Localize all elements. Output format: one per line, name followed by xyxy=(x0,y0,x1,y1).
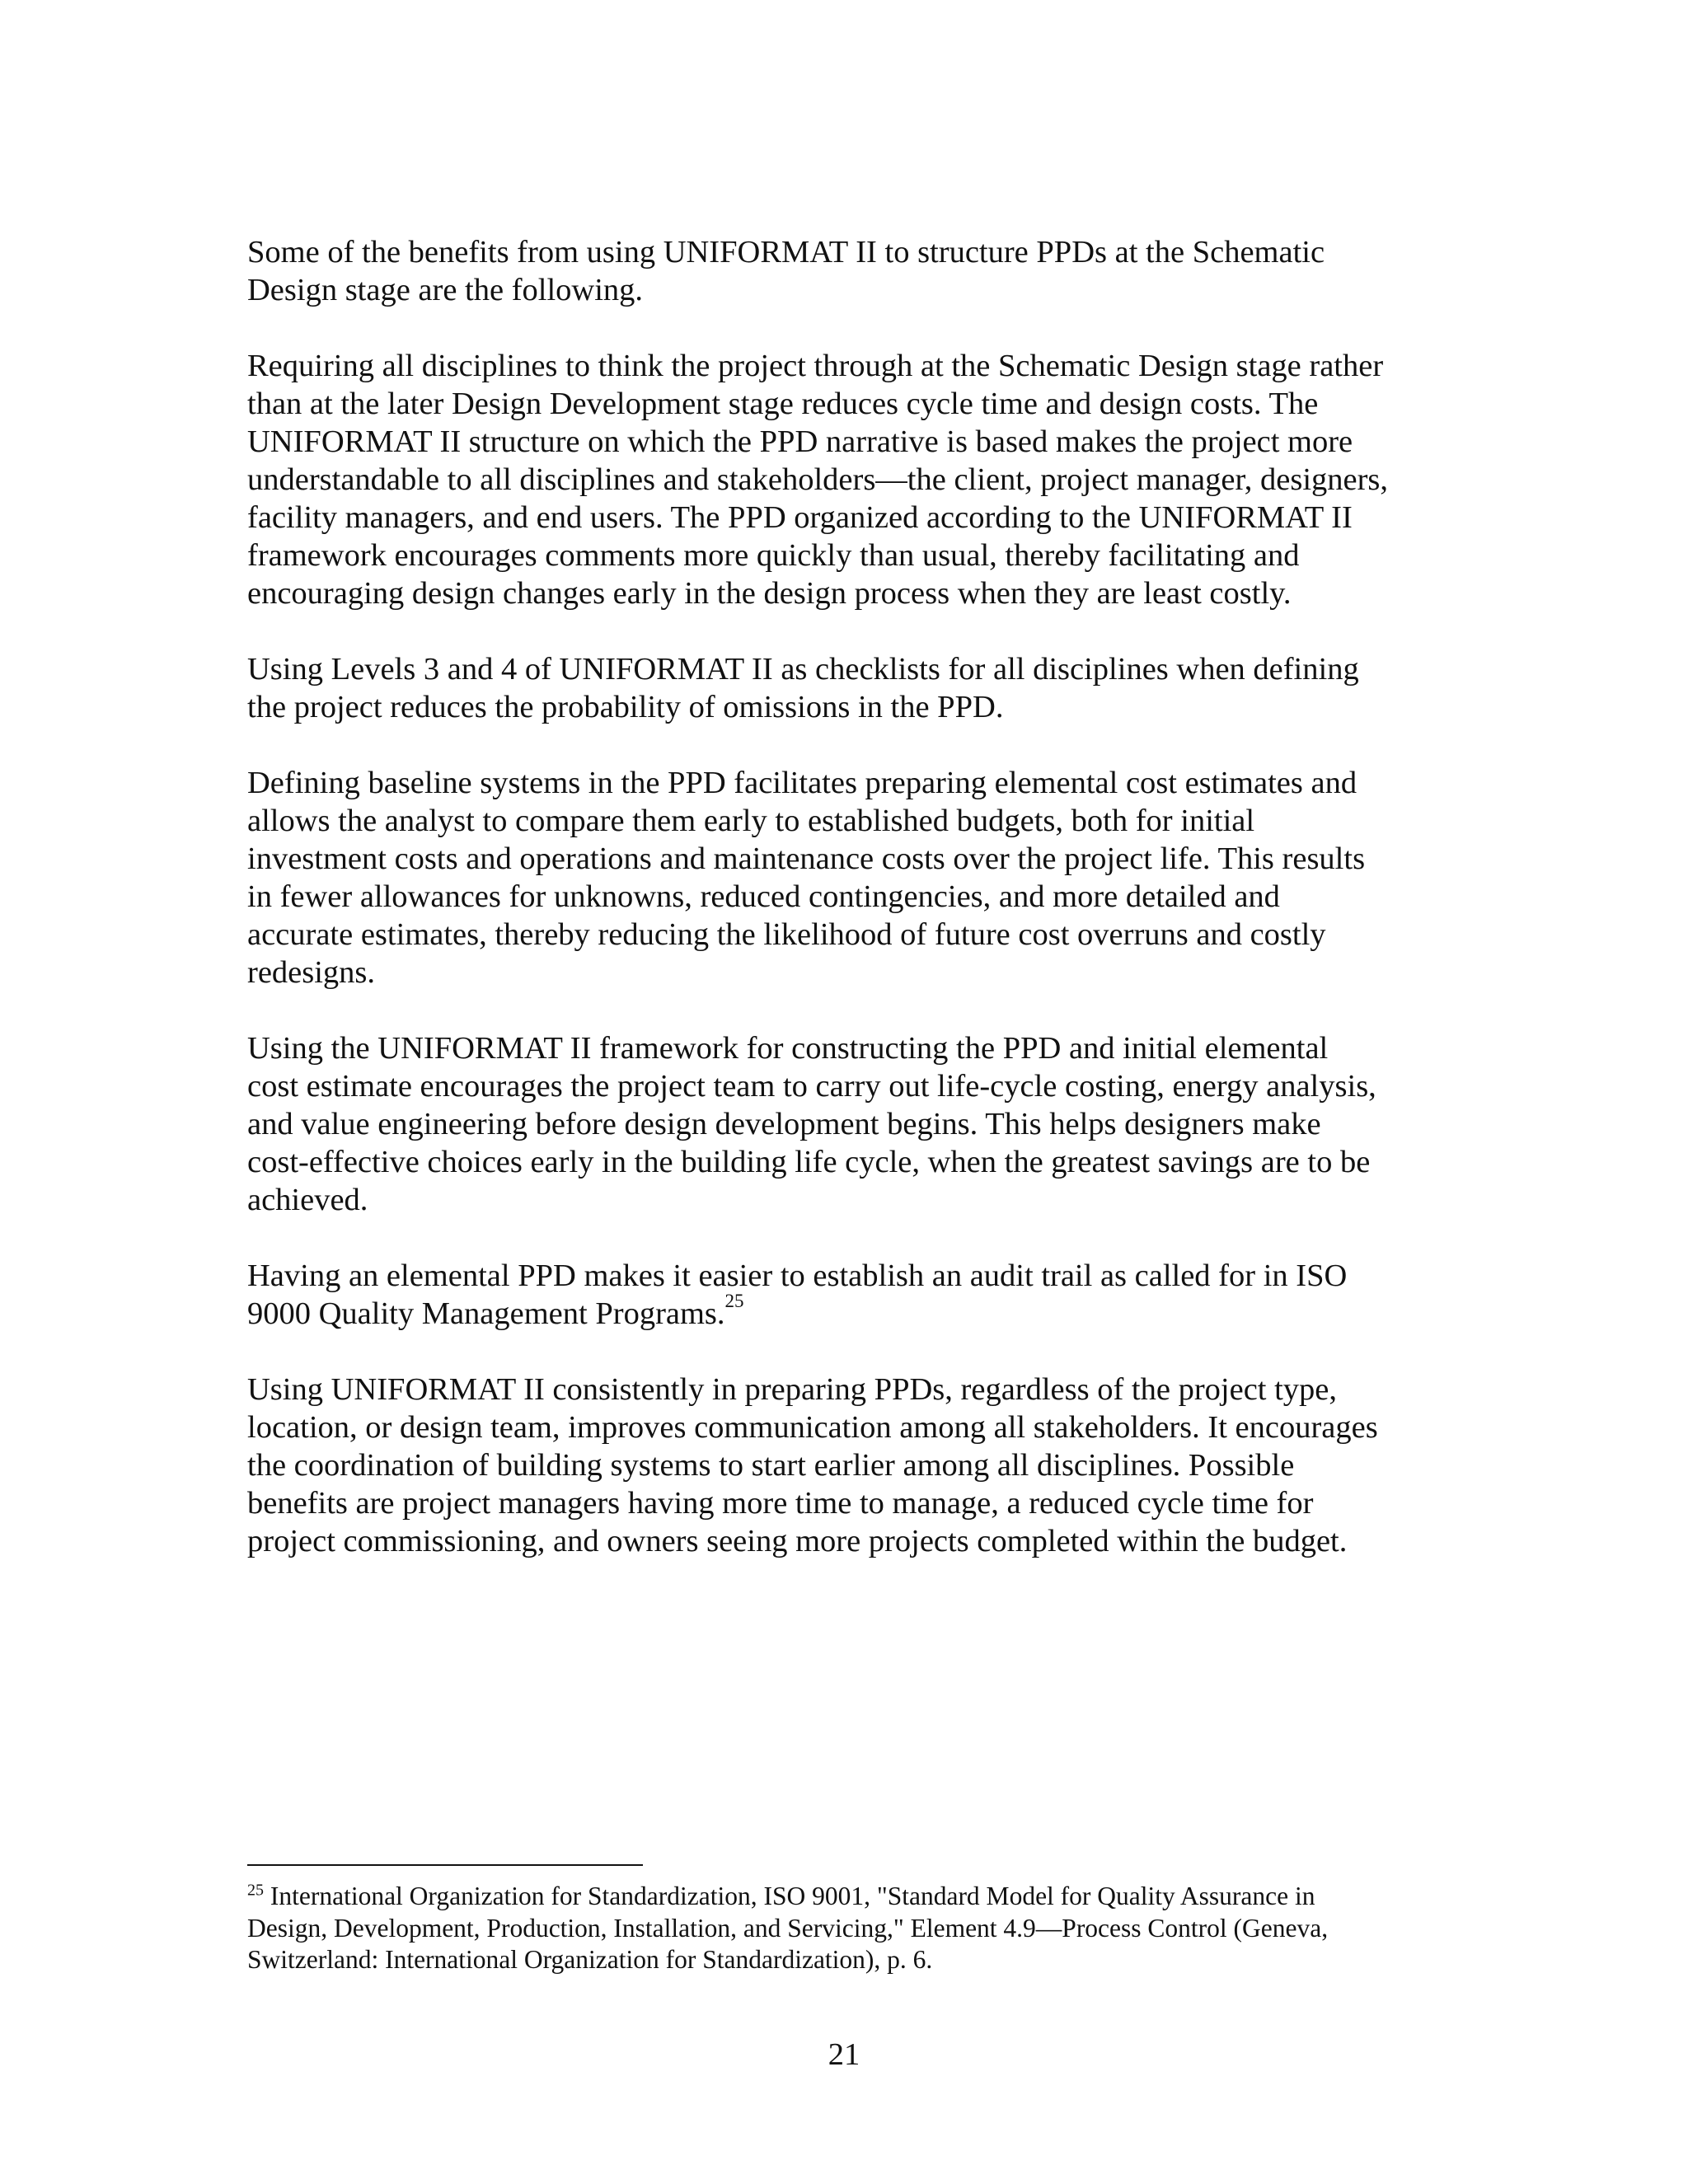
page-number: 21 xyxy=(828,2037,860,2072)
footnote-separator xyxy=(247,1864,643,1866)
text-line: cost-effective choices early in the building life cycle, when the greatest savings are to be xyxy=(247,1145,1371,1179)
text-line: Some of the benefits from using UNIFORMAT II to structure PPDs at the Schematic xyxy=(247,235,1325,269)
footnote-reference: 25 xyxy=(724,1291,744,1312)
text-line: redesigns. xyxy=(247,955,376,990)
footnote-line xyxy=(247,1881,1451,1913)
text-line: allows the analyst to compare them early to established budgets, both for initial xyxy=(247,804,1255,838)
paragraph-framework xyxy=(247,1029,1451,1219)
footnote-line: Switzerland: International Organization for Standardization), p. 6. xyxy=(247,1945,933,1974)
text-line: achieved. xyxy=(247,1183,368,1217)
text-line: and value engineering before design development begins. This helps designers make xyxy=(247,1107,1321,1141)
footnote xyxy=(247,1881,1451,1976)
text-line: in fewer allowances for unknowns, reduced contingencies, and more detailed and xyxy=(247,879,1280,914)
footnote-line: Design, Development, Production, Installation, and Servicing," Element 4.9—Process Control (Geneva, xyxy=(247,1913,1329,1943)
text-line: facility managers, and end users. The PPD organized according to the UNIFORMAT II xyxy=(247,500,1353,535)
text-line: investment costs and operations and maintenance costs over the project life. This results xyxy=(247,841,1366,876)
text-line: Using the UNIFORMAT II framework for constructing the PPD and initial elemental xyxy=(247,1031,1329,1066)
body-text xyxy=(247,233,1451,1598)
text-line: project commissioning, and owners seeing more projects completed within the budget. xyxy=(247,1524,1348,1558)
paragraph-consistency xyxy=(247,1371,1451,1560)
paragraph-baseline-systems xyxy=(247,764,1451,991)
text-line: Using Levels 3 and 4 of UNIFORMAT II as checklists for all disciplines when defining xyxy=(247,652,1359,687)
text-line: Having an elemental PPD makes it easier to establish an audit trail as called for in ISO xyxy=(247,1258,1348,1293)
footnote-number: 25 xyxy=(247,1881,264,1900)
paragraph-audit-trail xyxy=(247,1257,1451,1333)
text-line: Defining baseline systems in the PPD facilitates preparing elemental cost estimates and xyxy=(247,766,1357,800)
paragraph-intro xyxy=(247,233,1451,309)
paragraph-checklists xyxy=(247,650,1451,726)
text-line: encouraging design changes early in the design process when they are least costly. xyxy=(247,576,1292,611)
text-line: Using UNIFORMAT II consistently in preparing PPDs, regardless of the project type, xyxy=(247,1372,1338,1407)
text-line: accurate estimates, thereby reducing the likelihood of future cost overruns and costly xyxy=(247,917,1326,952)
footnote-text: International Organization for Standardization, ISO 9001, "Standard Model for Quality Assurance in xyxy=(264,1882,1315,1910)
text-line: the coordination of building systems to start earlier among all disciplines. Possible xyxy=(247,1448,1295,1483)
text-line: the project reduces the probability of omissions in the PPD. xyxy=(247,690,1004,724)
paragraph-disciplines xyxy=(247,347,1451,612)
text-line: Requiring all disciplines to think the project through at the Schematic Design stage rather xyxy=(247,349,1384,383)
text-line-content: 9000 Quality Management Programs. xyxy=(247,1296,725,1331)
text-line: framework encourages comments more quickly than usual, thereby facilitating and xyxy=(247,538,1300,573)
text-line: benefits are project managers having more time to manage, a reduced cycle time for xyxy=(247,1486,1314,1521)
text-line: Design stage are the following. xyxy=(247,273,644,307)
text-line: than at the later Design Development stage reduces cycle time and design costs. The xyxy=(247,387,1319,421)
text-line: UNIFORMAT II structure on which the PPD narrative is based makes the project more xyxy=(247,424,1353,459)
text-line: location, or design team, improves communication among all stakeholders. It encourages xyxy=(247,1410,1378,1445)
text-line: cost estimate encourages the project team to carry out life-cycle costing, energy analysis, xyxy=(247,1069,1376,1104)
text-line: understandable to all disciplines and stakeholders—the client, project manager, designers, xyxy=(247,462,1389,497)
text-line xyxy=(247,1291,1451,1333)
